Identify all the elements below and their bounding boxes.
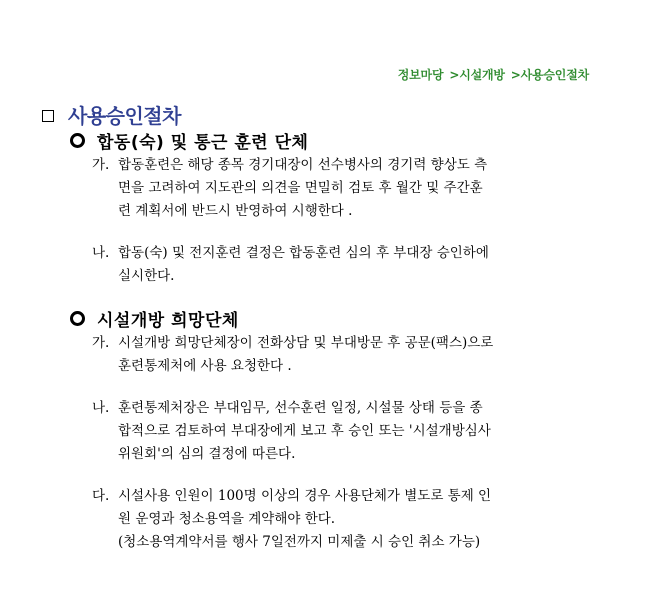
circle-bullet-icon xyxy=(70,311,85,326)
section-joint-training xyxy=(70,128,610,288)
page-title xyxy=(42,100,181,129)
list-item xyxy=(92,485,610,554)
item-line: 원 운영과 청소용역을 계약해야 한다. xyxy=(118,511,336,527)
item-note: (청소용역계약서를 행사 7일전까지 미제출 시 승인 취소 가능) xyxy=(118,534,481,550)
list-item xyxy=(92,242,610,288)
breadcrumb xyxy=(392,66,589,83)
item-body xyxy=(118,154,610,223)
breadcrumb-item-info[interactable]: 정보마당 xyxy=(397,68,444,82)
section-title: 시설개방 희망단체 xyxy=(97,310,239,331)
section-facility-open xyxy=(70,306,610,554)
item-marker: 가. xyxy=(92,335,110,351)
breadcrumb-item-approval-procedure[interactable]: >사용승인절차 xyxy=(510,68,589,82)
item-line: 합동훈련은 해당 종목 경기대장이 선수병사의 경기력 향상도 측 xyxy=(118,157,488,173)
item-body xyxy=(118,485,610,554)
item-marker: 나. xyxy=(92,400,110,416)
section-header xyxy=(70,128,610,152)
item-line: 훈련통제처장은 부대임무, 선수훈련 일정, 시설물 상태 등을 종 xyxy=(118,400,483,416)
item-line: 련 계획서에 반드시 반영하여 시행한다 . xyxy=(118,203,353,219)
item-line: 시설개방 희망단체장이 전화상담 및 부대방문 후 공문(팩스)으로 xyxy=(118,335,494,351)
item-marker: 다. xyxy=(92,488,110,504)
list-item xyxy=(92,332,610,378)
page-title-text: 사용승인절차 xyxy=(68,104,181,128)
circle-bullet-icon xyxy=(70,133,85,148)
breadcrumb-item-facility-open[interactable]: >시설개방 xyxy=(449,68,505,82)
item-line: 실시한다. xyxy=(118,268,175,284)
square-bullet-icon xyxy=(42,110,54,122)
section-header xyxy=(70,306,610,330)
item-body xyxy=(118,397,610,466)
item-line: 합적으로 검토하여 부대장에게 보고 후 승인 또는 '시설개방심사 xyxy=(118,423,491,439)
item-line: 시설사용 인원이 100명 이상의 경우 사용단체가 별도로 통제 인 xyxy=(118,488,492,504)
item-line: 면을 고려하여 지도관의 의견을 면밀히 검토 후 월간 및 주간훈 xyxy=(118,180,483,196)
list-item xyxy=(92,397,610,466)
item-marker: 가. xyxy=(92,157,110,173)
item-line: 훈련통제처에 사용 요청한다 . xyxy=(118,358,292,374)
item-line: 합동(숙) 및 전지훈련 결정은 합동훈련 심의 후 부대장 승인하에 xyxy=(118,245,489,261)
section-title: 합동(숙) 및 통근 훈련 단체 xyxy=(97,132,309,153)
item-marker: 나. xyxy=(92,245,110,261)
item-body xyxy=(118,242,610,288)
list-item xyxy=(92,154,610,223)
item-body xyxy=(118,332,610,378)
item-line: 위원회'의 심의 결정에 따른다. xyxy=(118,446,296,462)
